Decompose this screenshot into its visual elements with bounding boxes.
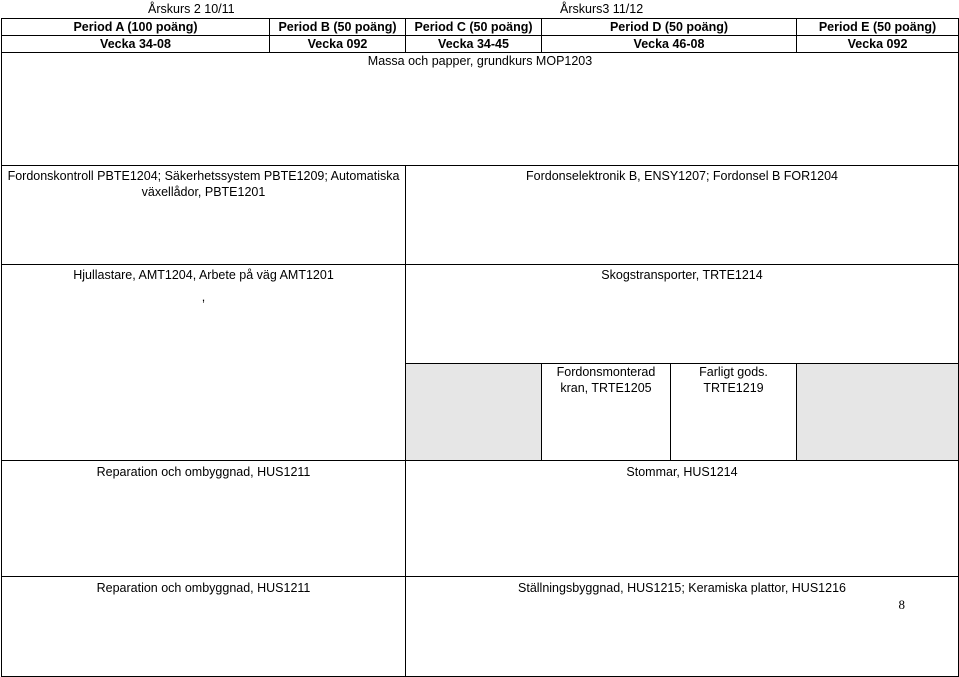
page-number: 8 xyxy=(898,597,905,612)
week-a: Vecka 34-08 xyxy=(2,36,270,53)
course-cell-year2: Reparation och ombyggnad, HUS1211 xyxy=(2,461,406,577)
school-year-headers xyxy=(0,2,959,18)
week-e: Vecka 092 xyxy=(797,36,959,53)
week-b: Vecka 092 xyxy=(270,36,406,53)
period-d-header: Period D (50 poäng) xyxy=(542,19,797,36)
gray-cell xyxy=(406,364,542,461)
comma-mark: , xyxy=(201,290,206,304)
period-header-row xyxy=(2,19,959,36)
period-c-header: Period C (50 poäng) xyxy=(406,19,542,36)
empty-year2-cell xyxy=(2,364,406,461)
row-bphu-tra xyxy=(2,577,959,677)
year-3-label: Årskurs3 11/12 xyxy=(560,2,644,16)
gray-cell xyxy=(797,364,959,461)
week-d: Vecka 46-08 xyxy=(542,36,797,53)
week-c: Vecka 34-45 xyxy=(406,36,542,53)
row-transport-1 xyxy=(2,265,959,364)
period-e-header: Period E (50 poäng) xyxy=(797,19,959,36)
row-fordonsteknik xyxy=(2,166,959,265)
period-a-header: Period A (100 poäng) xyxy=(2,19,270,36)
course-cell-year3: Ställningsbyggnad, HUS1215; Keramiska plattor, HUS1216 xyxy=(406,577,959,677)
row-massa-papper xyxy=(2,53,959,166)
schedule-table xyxy=(1,18,959,677)
course-cell: Massa och papper, grundkurs MOP1203 xyxy=(2,53,959,166)
row-transport-2 xyxy=(2,364,959,461)
week-header-row xyxy=(2,36,959,53)
course-cell-year3: Skogstransporter, TRTE1214 xyxy=(406,265,959,364)
year-2-label: Årskurs 2 10/11 xyxy=(148,2,235,16)
course-cell-farligt-gods: Farligt gods. TRTE1219 xyxy=(671,364,797,461)
course-cell-year2: Reparation och ombyggnad, HUS1211 xyxy=(2,577,406,677)
period-b-header: Period B (50 poäng) xyxy=(270,19,406,36)
course-cell-year2 xyxy=(2,265,406,364)
course-text: Hjullastare, AMT1204, Arbete på väg AMT1201 xyxy=(73,268,334,282)
course-cell-kran: Fordonsmonterad kran, TRTE1205 xyxy=(542,364,671,461)
course-cell-year2: Fordonskontroll PBTE1204; Säkerhetssystem PBTE1209; Automatiska växellådor, PBTE1201 xyxy=(2,166,406,265)
course-cell-year3: Stommar, HUS1214 xyxy=(406,461,959,577)
course-cell-year3: Fordonselektronik B, ENSY1207; Fordonsel B FOR1204 xyxy=(406,166,959,265)
row-bphu-betong xyxy=(2,461,959,577)
